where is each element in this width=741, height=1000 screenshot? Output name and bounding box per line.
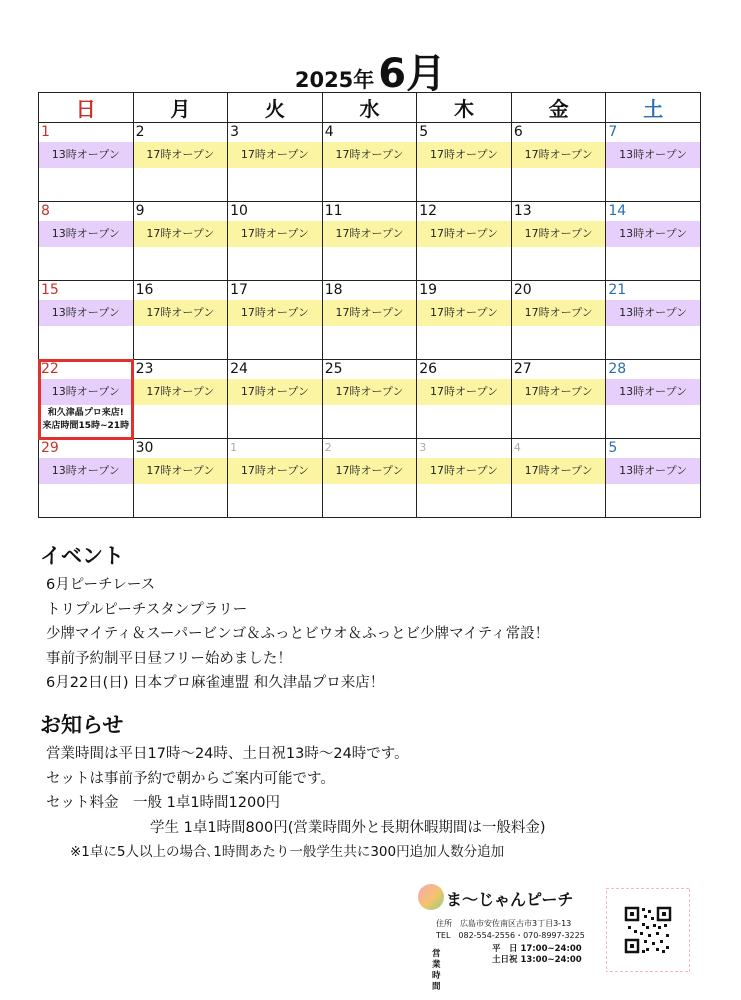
- day-number: 6: [513, 124, 523, 140]
- event-line: 事前予約制平日昼フリー始めました！: [46, 650, 292, 667]
- day-number: 3: [419, 441, 427, 454]
- opening-time-bar: 17時オープン: [134, 221, 228, 247]
- calendar-day-cell[interactable]: [511, 360, 606, 439]
- day-number: 25: [324, 361, 343, 377]
- day-number: 16: [135, 282, 154, 298]
- calendar-day-cell[interactable]: [606, 360, 701, 439]
- day-number: 7: [608, 124, 618, 140]
- day-number: 11: [324, 203, 343, 219]
- calendar-day-cell[interactable]: [417, 360, 512, 439]
- opening-time-bar: 17時オープン: [417, 221, 511, 247]
- weekday-header-row: [39, 93, 701, 123]
- event-note: 和久津晶プロ来店!: [47, 408, 124, 418]
- calendar-day-cell[interactable]: [228, 202, 323, 281]
- opening-time-bar: 17時オープン: [228, 221, 322, 247]
- opening-time-bar: 17時オープン: [323, 458, 417, 484]
- opening-time-bar: 17時オープン: [323, 142, 417, 168]
- weekday-header: 金: [511, 93, 606, 123]
- calendar-day-cell[interactable]: [322, 281, 417, 360]
- calendar-day-cell[interactable]: [228, 439, 323, 518]
- calendar-day-cell[interactable]: [511, 439, 606, 518]
- calendar-day-cell[interactable]: [133, 439, 228, 518]
- opening-time-bar: 13時オープン: [39, 142, 133, 168]
- day-number: 2: [135, 124, 145, 140]
- calendar-day-cell[interactable]: [228, 360, 323, 439]
- opening-time-bar: 17時オープン: [228, 142, 322, 168]
- hours-label: 営業時間: [432, 949, 441, 992]
- notice-footnote: ※1卓に5人以上の場合､1時間あたり一般学生共に300円追加人数分追加: [70, 844, 505, 860]
- opening-time-bar: 17時オープン: [512, 300, 606, 326]
- calendar-day-cell[interactable]: [511, 202, 606, 281]
- day-number: 28: [608, 361, 627, 377]
- calendar-day-cell[interactable]: [133, 202, 228, 281]
- weekday-header: 土: [606, 93, 701, 123]
- calendar-day-cell[interactable]: [417, 123, 512, 202]
- day-number: 4: [513, 441, 521, 454]
- day-number: 9: [135, 203, 145, 219]
- month-label: 6月: [378, 51, 447, 97]
- weekday-header: 月: [133, 93, 228, 123]
- day-number: 24: [230, 361, 248, 377]
- day-number: 3: [230, 124, 240, 140]
- weekday-header: 日: [39, 93, 134, 123]
- hours-weekend: 土日祝 13:00~24:00: [492, 955, 582, 965]
- qr-code-icon[interactable]: [606, 888, 690, 972]
- notices-section: [40, 709, 546, 865]
- opening-time-bar: 17時オープン: [323, 300, 417, 326]
- calendar-day-cell[interactable]: [228, 281, 323, 360]
- day-number: 21: [608, 282, 627, 298]
- notice-set-fee-general: セット料金 一般 1卓1時間1200円: [46, 795, 280, 811]
- opening-time-bar: 17時オープン: [228, 300, 322, 326]
- calendar-day-cell[interactable]: [39, 281, 134, 360]
- calendar-day-cell[interactable]: [39, 439, 134, 518]
- year-label: 2025年: [294, 68, 375, 92]
- opening-time-bar: 13時オープン: [606, 221, 700, 247]
- opening-time-bar: 17時オープン: [134, 300, 228, 326]
- calendar-day-cell[interactable]: [322, 360, 417, 439]
- events-list: [40, 573, 549, 696]
- opening-time-bar: 17時オープン: [134, 458, 228, 484]
- calendar-week-row: [39, 439, 701, 518]
- calendar-day-cell[interactable]: [322, 123, 417, 202]
- notices-heading: お知らせ: [40, 713, 124, 737]
- opening-time-bar: 13時オープン: [39, 300, 133, 326]
- store-tel: TEL 082-554-2556・070-8997-3225: [436, 931, 585, 940]
- notice-set-fee-student: 学生 1卓1時間800円(営業時間外と長期休暇期間は一般料金): [150, 819, 546, 836]
- day-number: 5: [608, 440, 618, 456]
- weekday-header: 水: [322, 93, 417, 123]
- day-number: 26: [419, 361, 438, 377]
- calendar-day-cell[interactable]: [417, 281, 512, 360]
- day-number: 20: [513, 282, 532, 298]
- day-number: 15: [41, 282, 59, 298]
- opening-time-bar: 17時オープン: [323, 221, 417, 247]
- calendar-day-cell[interactable]: [322, 439, 417, 518]
- notice-set-reservation: セットは事前予約で朝からご案内可能です。: [46, 770, 335, 787]
- opening-time-bar: 17時オープン: [512, 379, 606, 405]
- opening-time-bar: 13時オープン: [606, 300, 700, 326]
- peach-logo-icon: [418, 884, 444, 910]
- opening-time-bar: 13時オープン: [606, 379, 700, 405]
- opening-time-bar: 17時オープン: [134, 142, 228, 168]
- store-address: 住所 広島市安佐南区古市3丁目3-13: [436, 919, 572, 928]
- opening-time-bar: 17時オープン: [512, 221, 606, 247]
- calendar-week-row: [39, 202, 701, 281]
- opening-time-bar: 13時オープン: [39, 379, 133, 405]
- calendar-day-cell[interactable]: [133, 281, 228, 360]
- day-number: 17: [230, 282, 248, 298]
- calendar-grid: [38, 92, 701, 518]
- calendar-week-row: [39, 281, 701, 360]
- opening-time-bar: 13時オープン: [39, 221, 133, 247]
- event-line: トリプルピーチスタンプラリー: [46, 601, 248, 618]
- opening-time-bar: 17時オープン: [417, 300, 511, 326]
- calendar-day-cell[interactable]: [606, 439, 701, 518]
- day-number: 13: [513, 203, 532, 219]
- events-heading: イベント: [40, 544, 124, 568]
- calendar-day-cell[interactable]: [39, 360, 134, 439]
- opening-time-bar: 17時オープン: [417, 458, 511, 484]
- day-number: 22: [41, 361, 59, 377]
- event-time-note: 来店時間15時~21時: [42, 421, 130, 431]
- opening-time-bar: 17時オープン: [228, 379, 322, 405]
- calendar-day-cell[interactable]: [606, 202, 701, 281]
- opening-time-bar: 13時オープン: [606, 142, 700, 168]
- opening-time-bar: 17時オープン: [323, 379, 417, 405]
- day-number: 29: [41, 440, 59, 456]
- calendar-day-cell[interactable]: [511, 123, 606, 202]
- calendar-day-cell[interactable]: [39, 202, 134, 281]
- opening-time-bar: 17時オープン: [228, 458, 322, 484]
- day-number: 2: [324, 441, 332, 454]
- opening-time-bar: 13時オープン: [39, 458, 133, 484]
- store-contact: [436, 918, 585, 942]
- day-number: 12: [419, 203, 438, 219]
- store-footer: [418, 884, 708, 992]
- opening-time-bar: 17時オープン: [512, 458, 606, 484]
- weekday-header: 火: [228, 93, 323, 123]
- day-number: 10: [230, 203, 248, 219]
- day-number: 30: [135, 440, 154, 456]
- calendar-body: [39, 123, 701, 518]
- day-number: 8: [41, 203, 50, 219]
- day-number: 18: [324, 282, 343, 298]
- store-name: ま〜じゃんピーチ: [446, 890, 574, 909]
- event-line: 6月22日(日) 日本プロ麻雀連盟 和久津晶プロ来店！: [46, 675, 385, 691]
- hours-weekday: 平 日 17:00~24:00: [492, 944, 582, 954]
- calendar-day-cell[interactable]: [511, 281, 606, 360]
- opening-time-bar: 17時オープン: [417, 379, 511, 405]
- day-number: 1: [41, 124, 50, 140]
- opening-time-bar: 17時オープン: [512, 142, 606, 168]
- notice-hours: 営業時間は平日17時～24時、土日祝13時～24時です。: [46, 746, 409, 762]
- events-section: [40, 540, 549, 696]
- calendar-day-cell[interactable]: [228, 123, 323, 202]
- day-number: 14: [608, 203, 627, 219]
- day-number: 1: [230, 441, 238, 454]
- opening-time-bar: 17時オープン: [417, 142, 511, 168]
- notices-list: [40, 742, 546, 865]
- calendar-day-cell[interactable]: [417, 202, 512, 281]
- calendar-week-row: [39, 360, 701, 439]
- calendar-day-cell[interactable]: [133, 360, 228, 439]
- event-line: 少牌マイティ＆スーパービンゴ＆ふっとビウオ＆ふっとビ少牌マイティ常設！: [46, 626, 550, 642]
- day-number: 5: [419, 124, 429, 140]
- calendar-day-cell[interactable]: [606, 281, 701, 360]
- calendar-day-cell[interactable]: [133, 123, 228, 202]
- day-number: 27: [513, 361, 532, 377]
- opening-time-bar: 13時オープン: [606, 458, 700, 484]
- calendar-day-cell[interactable]: [606, 123, 701, 202]
- opening-time-bar: 17時オープン: [134, 379, 228, 405]
- event-line: 6月ピーチレース: [46, 577, 156, 593]
- day-number: 4: [324, 124, 334, 140]
- calendar-day-cell[interactable]: [39, 123, 134, 202]
- calendar-week-row: [39, 123, 701, 202]
- calendar-day-cell[interactable]: [417, 439, 512, 518]
- day-number: 23: [135, 361, 154, 377]
- day-number: 19: [419, 282, 438, 298]
- calendar-title: [0, 42, 741, 99]
- calendar-day-cell[interactable]: [322, 202, 417, 281]
- weekday-header: 木: [417, 93, 512, 123]
